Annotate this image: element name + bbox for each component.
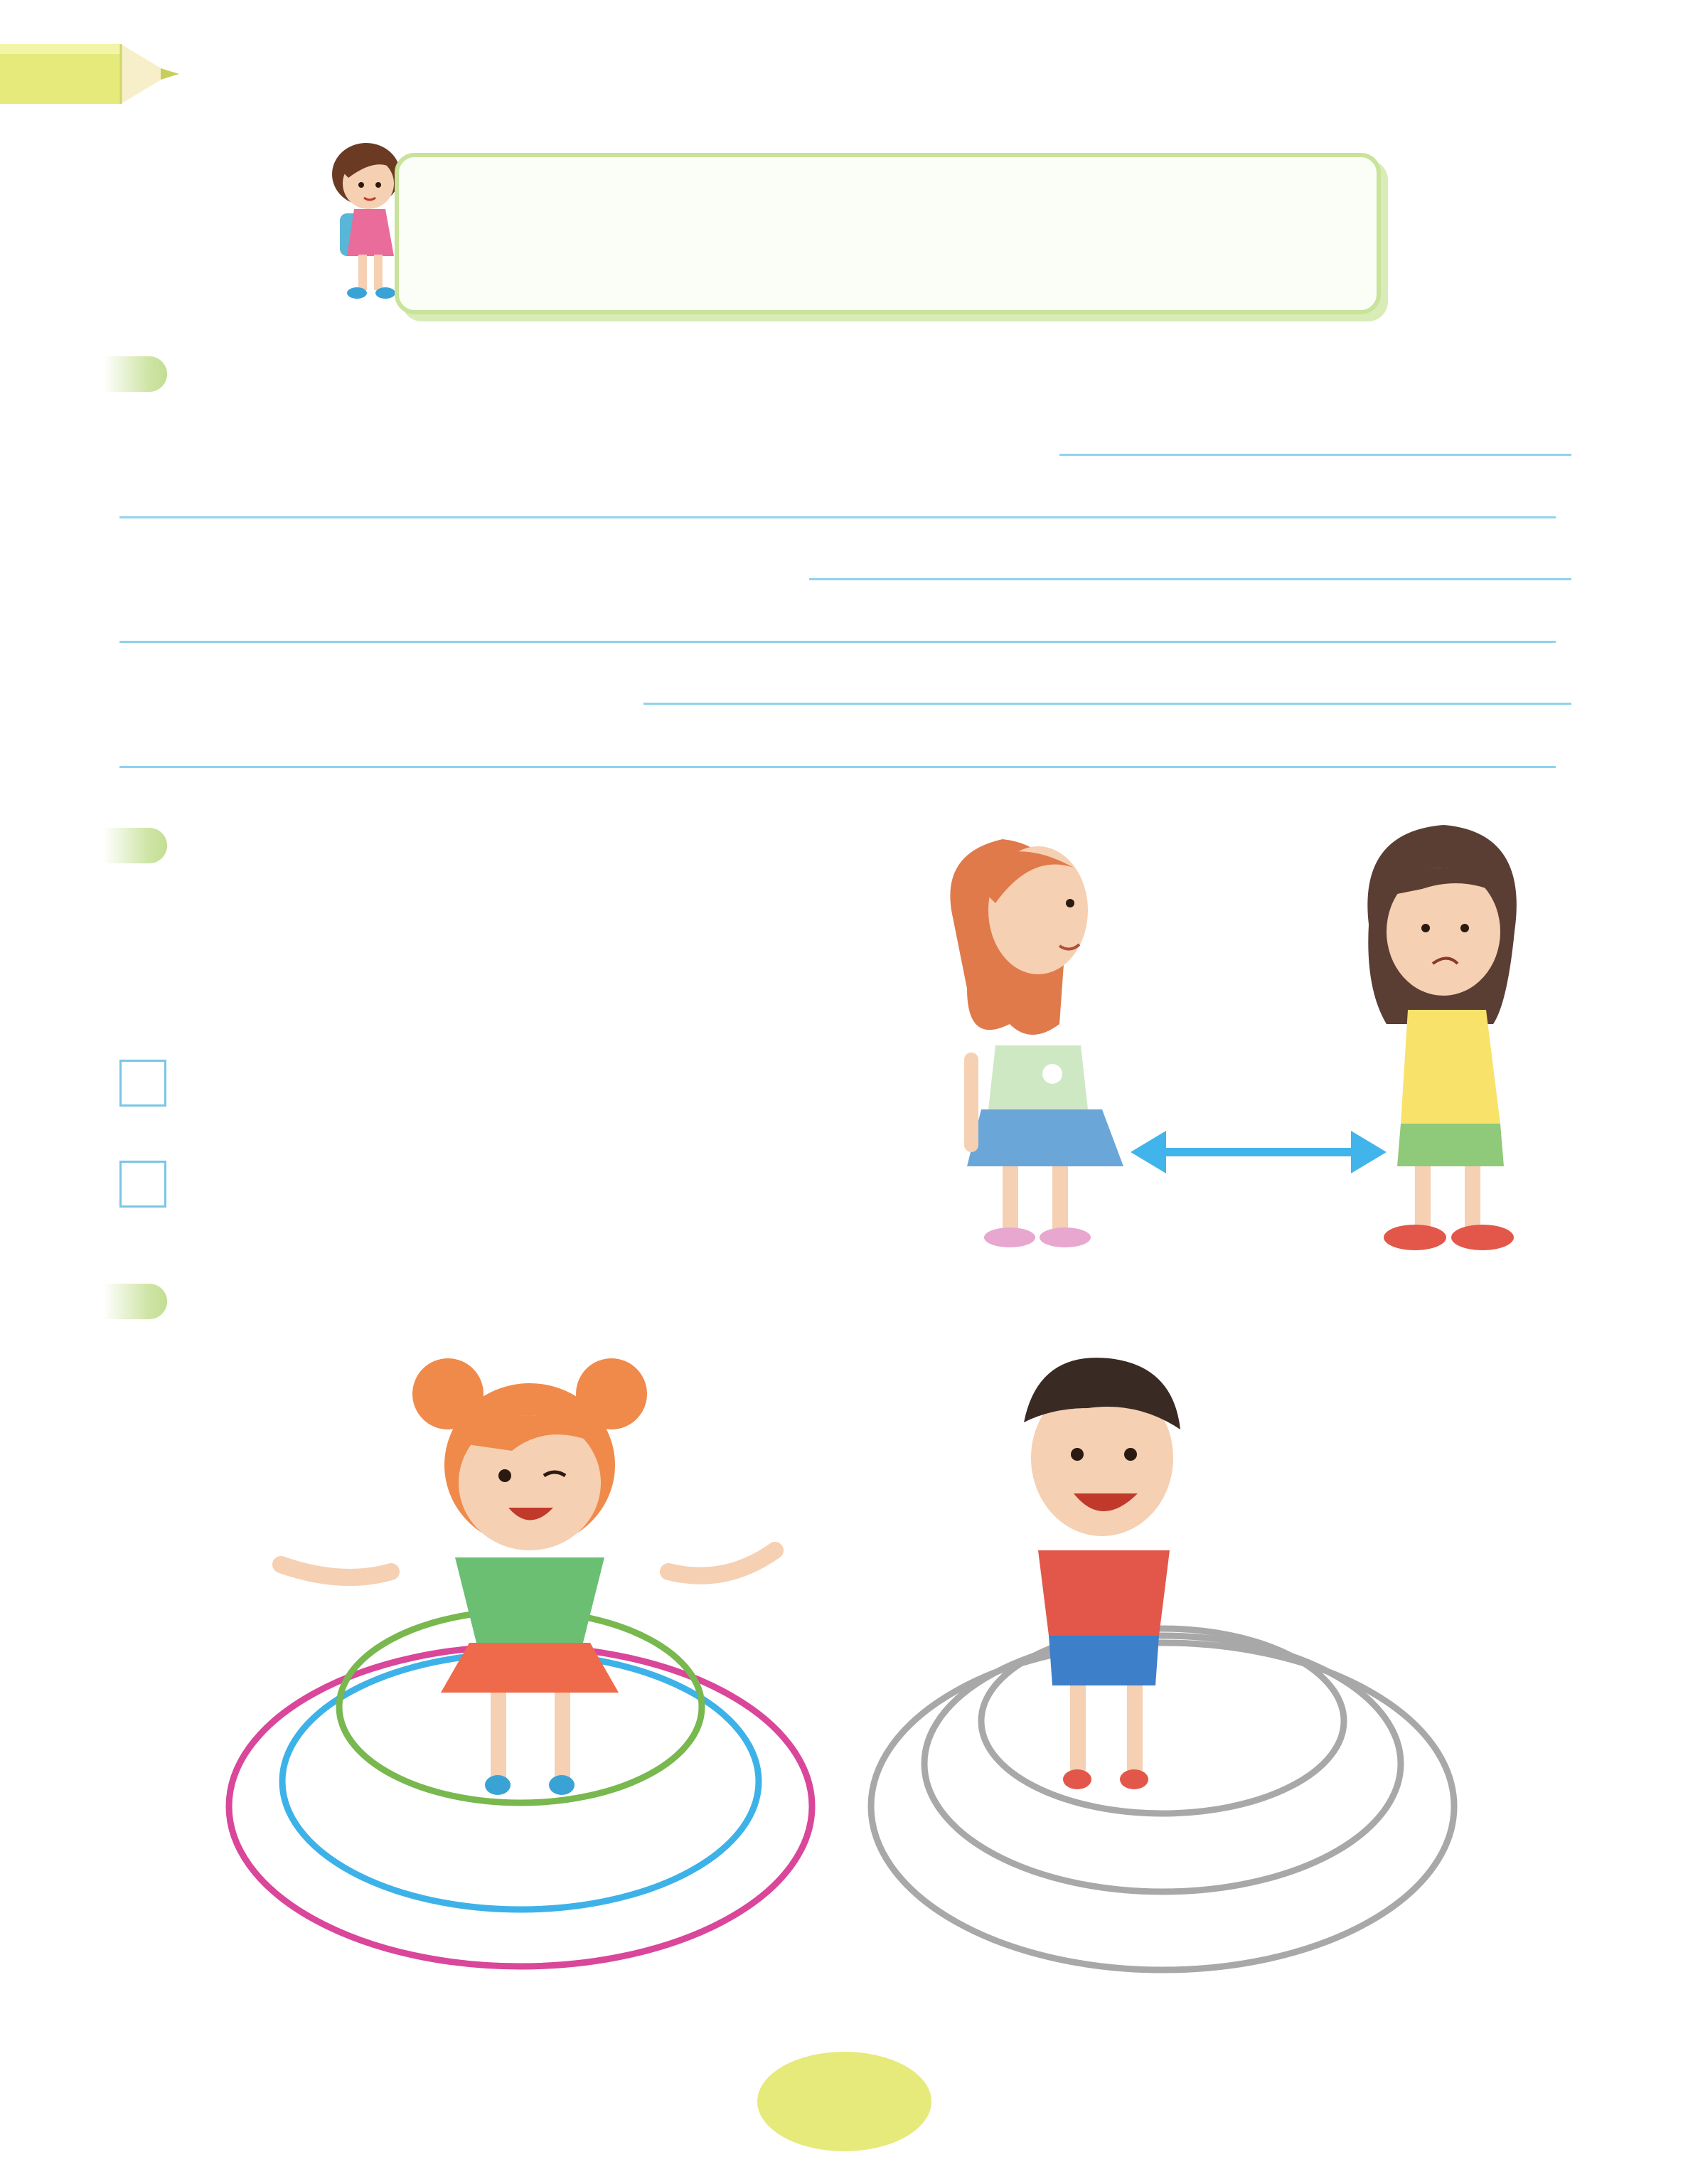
ring-inner-gray[interactable] xyxy=(981,1629,1344,1813)
answer-line-2b[interactable] xyxy=(119,641,1556,643)
task-1-number xyxy=(103,356,167,392)
double-arrow-icon xyxy=(1131,1131,1387,1173)
page-number-oval xyxy=(757,2052,931,2151)
girl-right-illustration xyxy=(1367,825,1517,1250)
answer-line-1b[interactable] xyxy=(119,516,1556,518)
top-pencil-dots-decoration xyxy=(0,28,1688,128)
girl-center-illustration xyxy=(281,1358,775,1795)
boy-center-illustration xyxy=(1024,1358,1180,1789)
task-3-number xyxy=(103,1284,167,1319)
option-2-checkbox[interactable] xyxy=(119,1161,166,1208)
ring-middle-gray[interactable] xyxy=(924,1636,1401,1892)
two-girls-distance-illustration xyxy=(924,811,1564,1266)
personal-space-rings-illustration xyxy=(213,1337,1493,1991)
answer-line-3a[interactable] xyxy=(643,703,1571,705)
answer-line-3b[interactable] xyxy=(119,766,1556,768)
ring-outer-gray[interactable] xyxy=(871,1643,1454,1970)
answer-line-1a[interactable] xyxy=(1059,454,1571,456)
ring-outer-magenta[interactable] xyxy=(229,1646,812,1966)
task-2-number xyxy=(103,828,167,863)
gray-rings-right xyxy=(871,1629,1454,1970)
title-box xyxy=(395,153,1381,314)
answer-line-2a[interactable] xyxy=(809,578,1571,580)
girl-left-illustration xyxy=(950,839,1123,1247)
option-1-checkbox[interactable] xyxy=(119,1060,166,1107)
pencil-icon xyxy=(0,44,179,104)
